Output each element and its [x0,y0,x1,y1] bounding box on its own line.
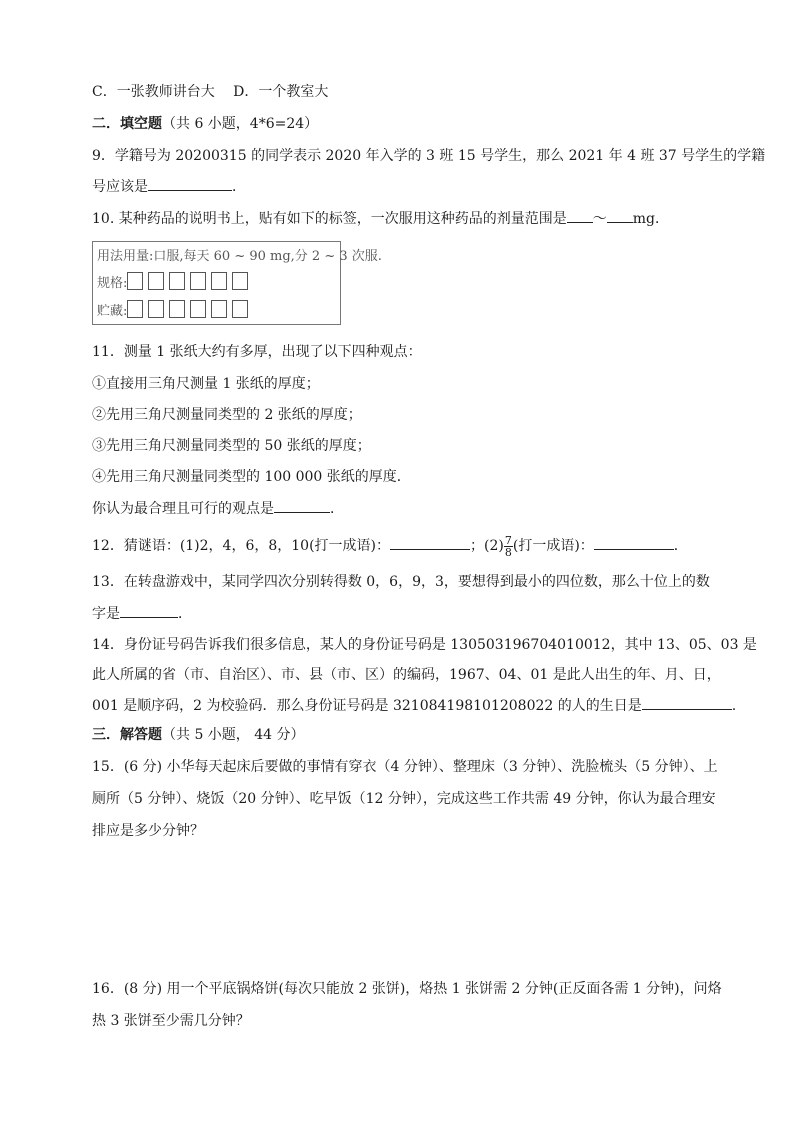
q11-end: ． [330,501,344,517]
q11-option: ①直接用三角尺测量 1 张纸的厚度； [92,376,320,392]
label-storage: 贮藏: [97,304,128,319]
q15-line3: 排应是多少分钟？ [92,823,204,839]
q8-options: C．一张教师讲台大 D．一个教室大 [92,84,329,100]
storage-box [232,300,248,318]
q10-unit: mg． [632,211,669,227]
q16-line2: 热 3 张饼至少需几分钟？ [92,1013,250,1029]
q11-intro: 11．测量 1 张纸大约有多厚，出现了以下四种观点： [92,344,422,360]
q16-line1: 16．(8 分) 用一个平底锅烙饼(每次只能放 2 张饼)，烙热 1 张饼需 2 分钟(正反面各需 1 分钟)，问烙 [92,981,722,997]
label-usage: 用法用量:口服,每天 60 ~ 90 mg,分 2 ~ 3 次服. [97,249,382,264]
q10-max-blank[interactable] [607,208,633,223]
spec-box [148,272,164,290]
q14-line1: 14．身份证号码告诉我们很多信息，某人的身份证号码是 130503196704010012，其中 13、05、03 是 [92,637,757,653]
q11-option: ③先用三角尺测量同类型的 50 张纸的厚度； [92,438,371,454]
q12-line [92,535,688,558]
storage-box [169,300,185,318]
section2-title: 二．填空题 [92,116,162,132]
label-spec-row [97,272,253,291]
q12-answer1-blank[interactable] [390,535,470,550]
storage-box [190,300,206,318]
spec-box [211,272,227,290]
q11-answer-blank[interactable] [274,498,330,513]
q9-text: 号应该是 [92,179,148,195]
q9-answer-blank[interactable] [148,176,232,191]
q9-line2 [92,176,246,197]
section3-note: （共 5 小题， 44 分） [162,727,305,743]
q13-answer-blank[interactable] [120,603,178,618]
q15-line2: 厕所（5 分钟）、烧饭（20 分钟）、吃早饭（12 分钟），完成这些工作共需 49 分钟，你认为最合理安 [92,791,716,807]
q14-line2: 此人所属的省（市、自治区）、市、县（市、区）的编码，1967、04、01 是此人出生的年、月、日， [92,667,721,683]
q11-ask: 你认为最合理且可行的观点是 [92,501,274,517]
section3-heading [92,725,305,745]
spec-box [232,272,248,290]
q10-line [92,208,669,229]
q12-end: ． [673,538,688,554]
section3-title: 三．解答题 [92,727,162,743]
q9-end: ． [232,179,246,195]
q11-ask-line [92,498,344,519]
spec-box [127,272,143,290]
fraction-numerator: 7 [504,534,512,547]
q13-end: ． [178,606,192,622]
q9-line1: 9．学籍号为 20200315 的同学表示 2020 年入学的 3 班 15 号学生，那么 2021 年 4 班 37 号学生的学籍 [92,148,766,164]
label-spec: 规格: [97,276,128,291]
q10-tilde: ～ [592,211,607,227]
q14-line3 [92,695,736,716]
storage-box [148,300,164,318]
q13-line2 [92,603,192,624]
label-storage-row [97,300,253,319]
q12-answer2-blank[interactable] [594,535,674,550]
section2-heading [92,114,318,134]
q12-part1: 12．猜谜语：(1)2，4，6，8，10(打一成语)： [92,538,391,554]
q10-text: 10. 某种药品的说明书上，贴有如下的标签，一次服用这种药品的剂量范围是 [92,211,567,227]
spec-box [169,272,185,290]
q12-fraction [504,535,513,558]
q11-option: ④先用三角尺测量同类型的 100 000 张纸的厚度． [92,469,411,485]
q14-text: 001 是顺序码，2 为校验码．那么身份证号码是 321084198101208022 的人的生日是 [92,698,642,714]
q15-line1: 15．(6 分) 小华每天起床后要做的事情有穿衣（4 分钟）、整理床（3 分钟）、洗脸梳头（5 分钟）、上 [92,759,718,775]
fraction-denominator: 8 [504,546,512,559]
q12-sep: ；(2) [470,538,504,554]
section2-note: （共 6 小题，4*6=24） [162,116,319,132]
medicine-label [92,241,382,325]
q14-answer-blank[interactable] [642,695,732,710]
storage-box [127,300,143,318]
q10-min-blank[interactable] [567,208,593,223]
q12-part2: (打一成语)： [512,538,594,554]
spec-box [190,272,206,290]
q11-option: ②先用三角尺测量同类型的 2 张纸的厚度； [92,407,362,423]
q13-line1: 13．在转盘游戏中，某同学四次分别转得数 0，6，9，3，要想得到最小的四位数，那么十位上的数 [92,574,710,590]
q14-end: . [731,698,737,714]
storage-box [211,300,227,318]
q13-text: 字是 [92,606,120,622]
